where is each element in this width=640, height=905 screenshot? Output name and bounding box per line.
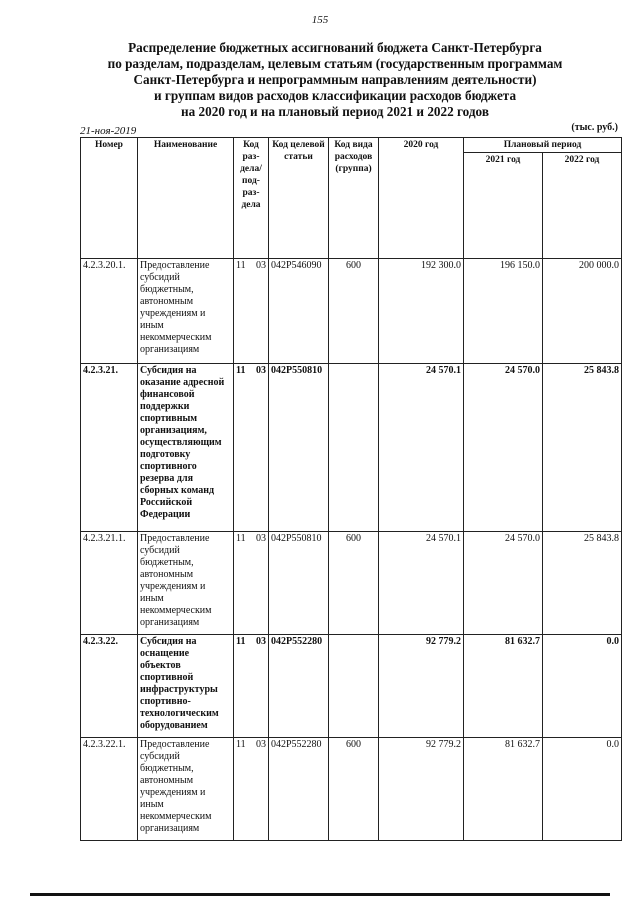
row-expense-type [329, 635, 379, 738]
row-2022: 0.0 [543, 635, 622, 738]
row-section: 11 03 [234, 738, 269, 841]
header-2021: 2021 год [464, 153, 543, 259]
row-2020: 192 300.0 [379, 259, 464, 364]
row-2022: 25 843.8 [543, 532, 622, 635]
table-row [81, 364, 622, 532]
header-row [81, 138, 622, 153]
row-section: 11 03 [234, 364, 269, 532]
page-number: 155 [311, 14, 329, 26]
row-2021: 81 632.7 [464, 738, 543, 841]
row-section: 11 03 [234, 532, 269, 635]
header-target: Код целевой статьи [269, 138, 329, 259]
row-2022: 0.0 [543, 738, 622, 841]
row-expense-type: 600 [329, 532, 379, 635]
header-planned-period: Плановый период [464, 138, 622, 153]
title-line: по разделам, подразделам, целевым статьям (государственным программам [107, 56, 563, 71]
header-name: Наименование [138, 138, 234, 259]
row-expense-type [329, 364, 379, 532]
row-name: Предоставление субсидий бюджетным, автономным учреждениям и иным некоммерческим организациям [138, 532, 234, 635]
row-expense-type: 600 [329, 259, 379, 364]
title-line: Распределение бюджетных ассигнований бюджета Санкт-Петербурга [128, 40, 542, 55]
row-2020: 24 570.1 [379, 364, 464, 532]
document-title [60, 40, 610, 120]
row-2021: 196 150.0 [464, 259, 543, 364]
row-target: 042Р552280 [269, 635, 329, 738]
row-2020: 92 779.2 [379, 635, 464, 738]
row-number: 4.2.3.22. [81, 635, 138, 738]
row-2021: 24 570.0 [464, 364, 543, 532]
header-2020: 2020 год [379, 138, 464, 259]
row-expense-type: 600 [329, 738, 379, 841]
title-line: Санкт-Петербурга и непрограммным направлениям деятельности) [133, 72, 537, 87]
row-name: Предоставление субсидий бюджетным, автономным учреждениям и иным некоммерческим организациям [138, 259, 234, 364]
table-row [81, 738, 622, 841]
row-number: 4.2.3.21.1. [81, 532, 138, 635]
row-2020: 92 779.2 [379, 738, 464, 841]
header-2022: 2022 год [543, 153, 622, 259]
table-row [81, 532, 622, 635]
header-section: Код раз-дела/ под-раз-дела [234, 138, 269, 259]
row-2021: 81 632.7 [464, 635, 543, 738]
row-2022: 25 843.8 [543, 364, 622, 532]
header-expense-type: Код вида расходов (группа) [329, 138, 379, 259]
row-number: 4.2.3.20.1. [81, 259, 138, 364]
row-number: 4.2.3.22.1. [81, 738, 138, 841]
row-target: 042Р546090 [269, 259, 329, 364]
budget-table [80, 137, 622, 841]
date-stamp: 21-ноя-2019 [80, 125, 137, 137]
row-section: 11 03 [234, 259, 269, 364]
bottom-divider [30, 893, 610, 896]
row-target: 042Р552280 [269, 738, 329, 841]
header-number: Номер [81, 138, 138, 259]
table-row [81, 635, 622, 738]
title-line: и группам видов расходов классификации расходов бюджета [153, 88, 517, 103]
title-line: на 2020 год и на плановый период 2021 и 2022 годов [181, 104, 489, 119]
units-label: (тыс. руб.) [571, 122, 618, 133]
row-target: 042Р550810 [269, 532, 329, 635]
row-target: 042Р550810 [269, 364, 329, 532]
row-name: Предоставление субсидий бюджетным, автономным учреждениям и иным некоммерческим организациям [138, 738, 234, 841]
row-2020: 24 570.1 [379, 532, 464, 635]
row-name: Субсидия на оказание адресной финансовой поддержки спортивным организациям, осуществляющим подготовку спортивного резерва для сборных команд Российской Федерации [138, 364, 234, 532]
row-name: Субсидия на оснащение объектов спортивной инфраструктуры спортивно-технологическим оборудованием [138, 635, 234, 738]
table-row [81, 259, 622, 364]
row-2021: 24 570.0 [464, 532, 543, 635]
row-section: 11 03 [234, 635, 269, 738]
row-number: 4.2.3.21. [81, 364, 138, 532]
row-2022: 200 000.0 [543, 259, 622, 364]
